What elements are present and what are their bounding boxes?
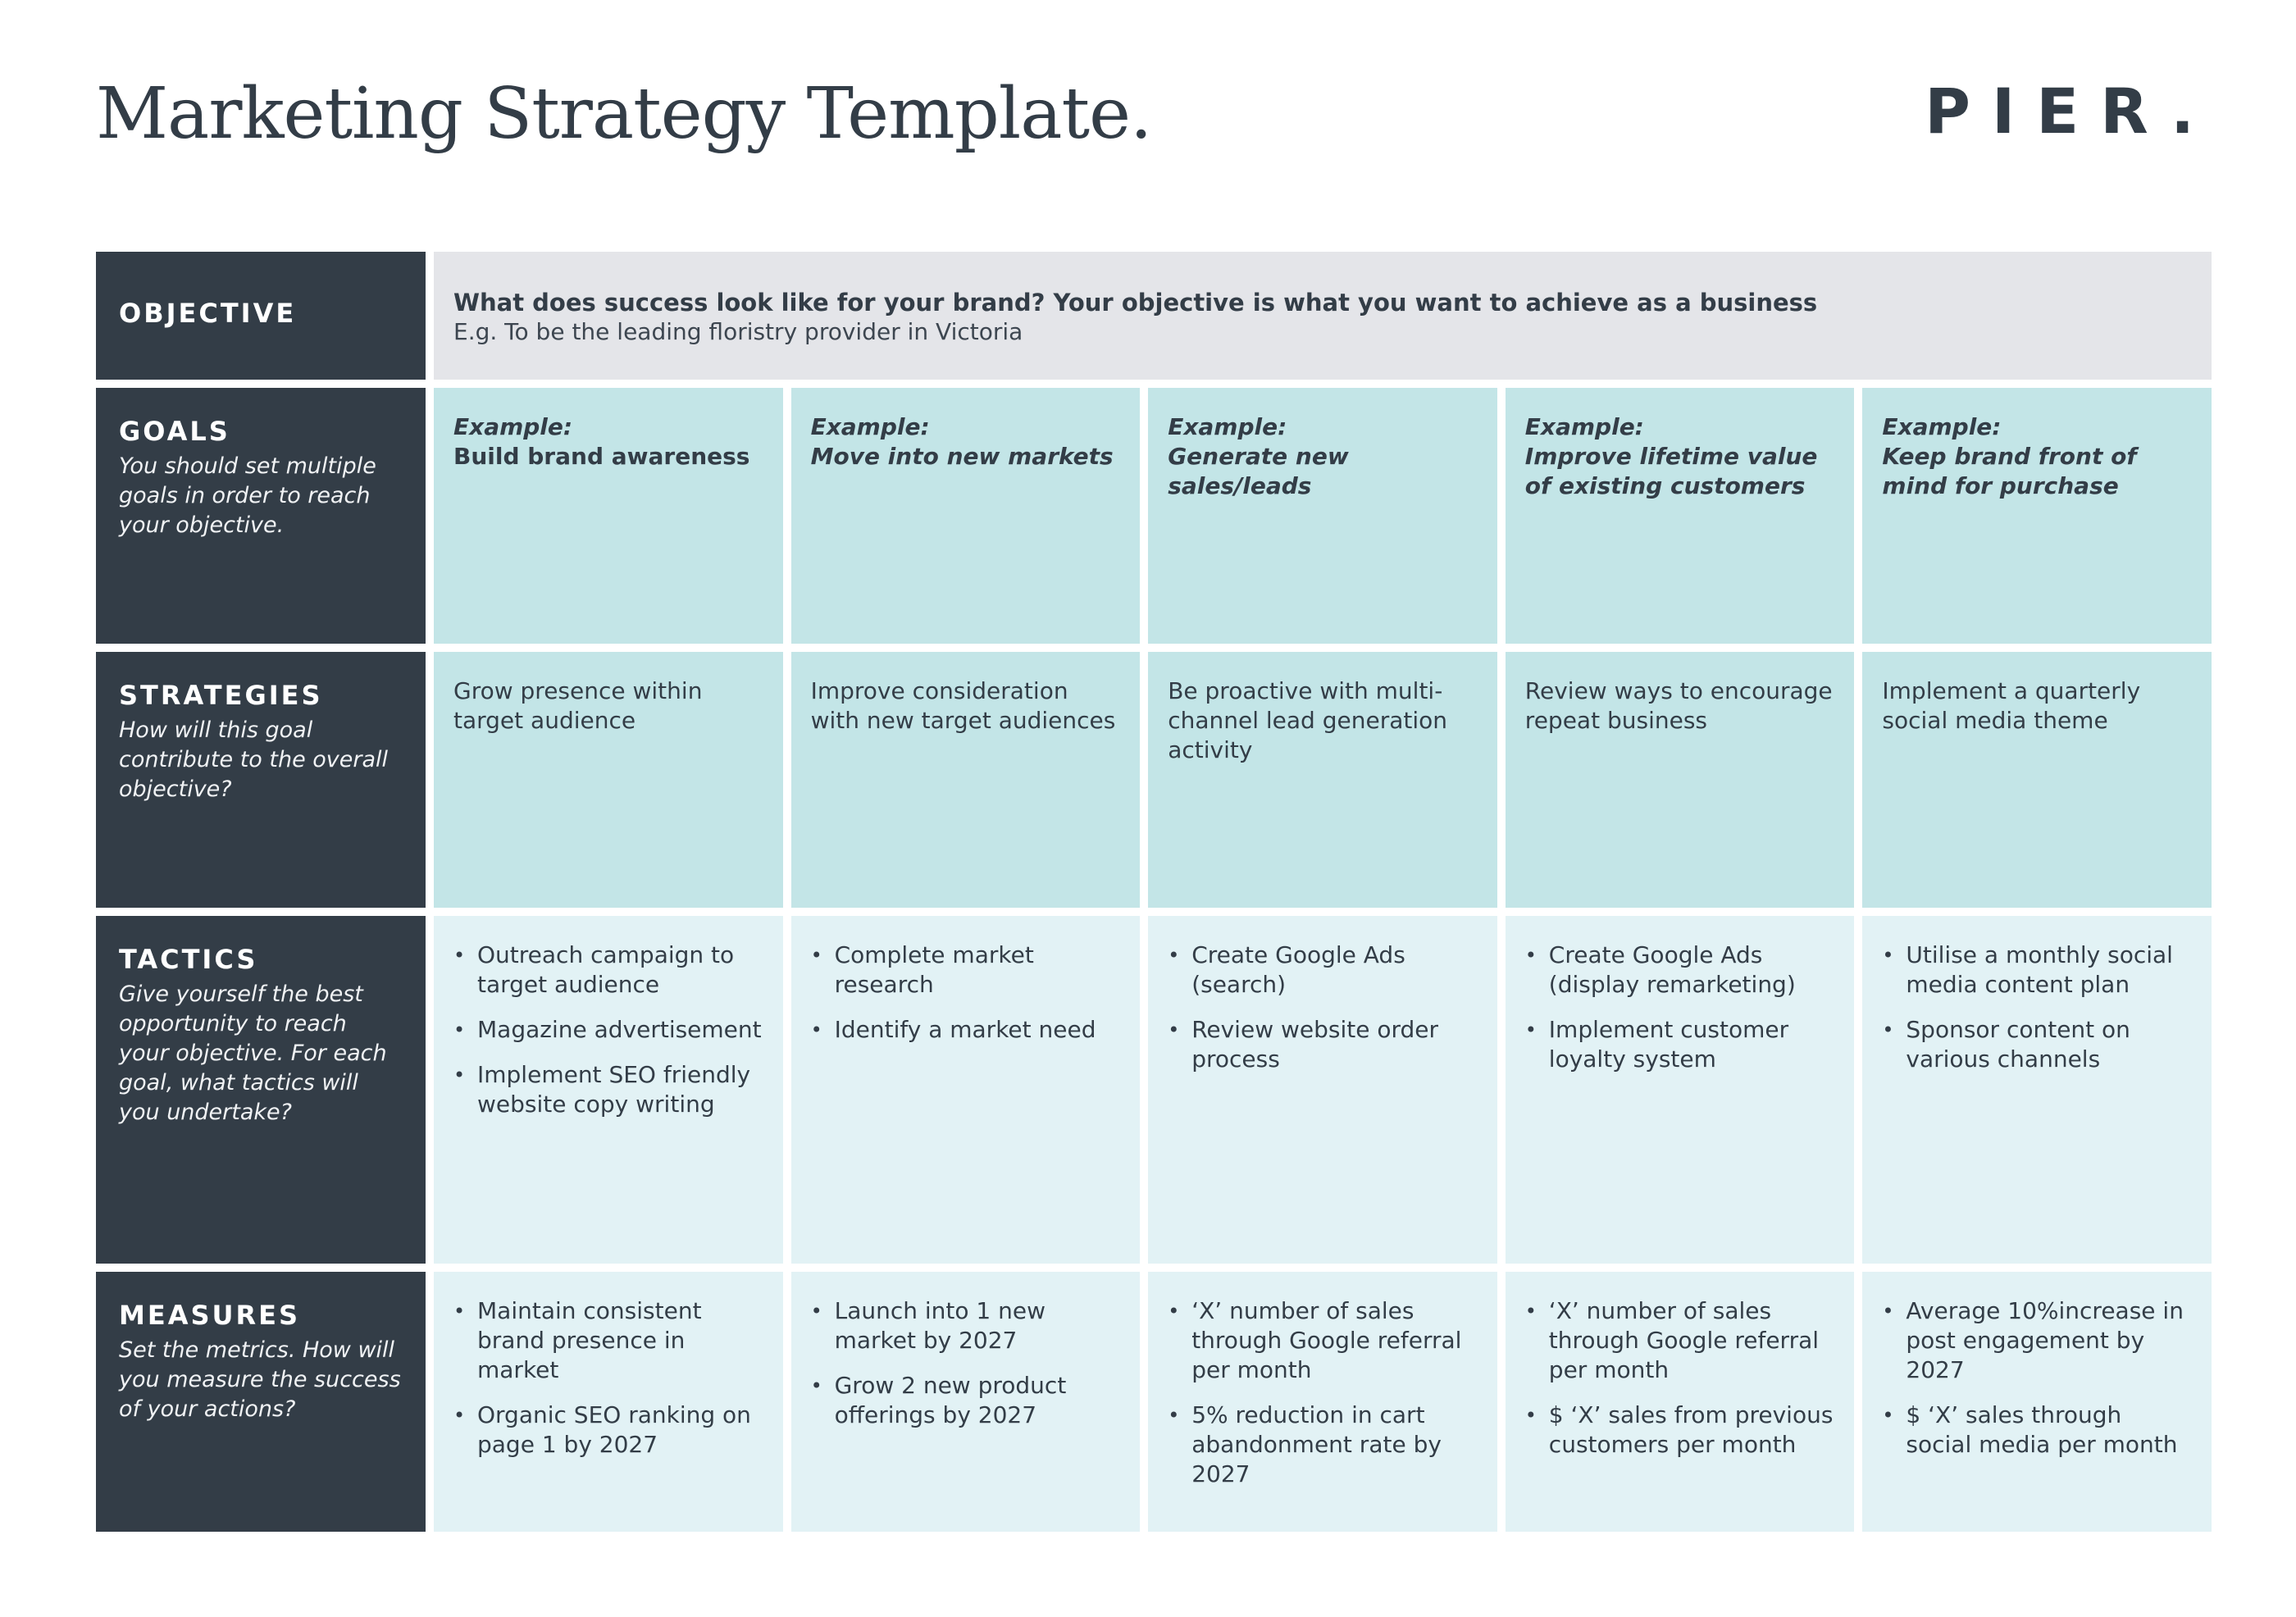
list-item: • ‘X’ number of sales through Google referral per month — [1168, 1296, 1479, 1385]
goal-cell — [1506, 388, 1855, 644]
strategy-cell: Improve consideration with new target audiences — [791, 652, 1141, 908]
tactics-subtitle: Give yourself the best opportunity to reach your objective. For each goal, what tactics will you undertake? — [119, 982, 387, 1126]
list-item: • Utilise a monthly social media content plan — [1882, 941, 2194, 1000]
list-item: • Identify a market need — [811, 1015, 1123, 1045]
objective-example: E.g. To be the leading floristry provider in Victoria — [453, 318, 1023, 345]
goal-text: Generate new sales/leads — [1168, 443, 1349, 499]
measures-cell — [1862, 1272, 2212, 1532]
list-item: • Outreach campaign to target audience — [453, 941, 765, 1000]
goals-label: GOALS — [119, 416, 230, 447]
tactics-list — [811, 941, 1123, 1045]
strategy-grid — [96, 252, 2212, 1532]
measures-label: MEASURES — [119, 1300, 301, 1331]
objective-cell — [434, 252, 2212, 380]
measures-list — [811, 1296, 1123, 1430]
strategies-subtitle: How will this goal contribute to the overall objective? — [119, 717, 389, 803]
goal-cell — [434, 388, 783, 644]
list-item: • Sponsor content on various channels — [1882, 1015, 2194, 1074]
goal-example-label: Example: — [453, 413, 573, 440]
goal-example-label: Example: — [1524, 413, 1644, 440]
goal-cell — [791, 388, 1141, 644]
tactics-cell — [434, 916, 783, 1264]
objective-question: What does success look like for your brand? Your objective is what you want to achieve as a business — [453, 289, 1818, 317]
list-item: • Complete market research — [811, 941, 1123, 1000]
list-item: • Grow 2 new product offerings by 2027 — [811, 1371, 1123, 1430]
measures-cell — [791, 1272, 1141, 1532]
tactics-cell — [791, 916, 1141, 1264]
goals-subtitle: You should set multiple goals in order to reach your objective. — [119, 453, 376, 539]
measures-list — [1525, 1296, 1837, 1460]
measures-cell — [434, 1272, 783, 1532]
strategy-cell: Grow presence within target audience — [434, 652, 783, 908]
tactics-cell — [1862, 916, 2212, 1264]
measures-cell — [1506, 1272, 1855, 1532]
list-item: • Implement customer loyalty system — [1525, 1015, 1837, 1074]
tactics-list — [1525, 941, 1837, 1074]
strategies-header — [96, 652, 426, 908]
list-item: • Implement SEO friendly website copy writing — [453, 1060, 765, 1119]
list-item: • 5% reduction in cart abandonment rate by 2027 — [1168, 1401, 1479, 1489]
goal-cell — [1862, 388, 2212, 644]
measures-list — [1882, 1296, 2194, 1460]
tactics-label: TACTICS — [119, 944, 258, 975]
measures-subtitle: Set the metrics. How will you measure the success of your actions? — [119, 1337, 401, 1423]
goal-cell — [1148, 388, 1497, 644]
tactics-cell — [1506, 916, 1855, 1264]
list-item: • Review website order process — [1168, 1015, 1479, 1074]
measures-cell — [1148, 1272, 1497, 1532]
page-title: Marketing Strategy Template. — [96, 73, 1152, 155]
tactics-list — [1168, 941, 1479, 1074]
strategy-cell: Implement a quarterly social media theme — [1862, 652, 2212, 908]
tactics-list — [453, 941, 765, 1119]
list-item: • Create Google Ads (display remarketing) — [1525, 941, 1837, 1000]
tactics-list — [1882, 941, 2194, 1074]
measures-list — [453, 1296, 765, 1460]
goal-text: Build brand awareness — [453, 443, 750, 470]
list-item: • $ ‘X’ sales through social media per month — [1882, 1401, 2194, 1460]
measures-header — [96, 1272, 426, 1532]
list-item: • Organic SEO ranking on page 1 by 2027 — [453, 1401, 765, 1460]
list-item: • $ ‘X’ sales from previous customers per month — [1525, 1401, 1837, 1460]
list-item: • Create Google Ads (search) — [1168, 941, 1479, 1000]
list-item: • ‘X’ number of sales through Google referral per month — [1525, 1296, 1837, 1385]
list-item: • Average 10%increase in post engagement by 2027 — [1882, 1296, 2194, 1385]
goal-example-label: Example: — [1168, 413, 1287, 440]
tactics-header — [96, 916, 426, 1264]
brand-logo: PIER. — [1925, 75, 2216, 148]
goal-example-label: Example: — [810, 413, 930, 440]
goal-text: Improve lifetime value of existing customers — [1524, 443, 1818, 499]
strategies-label: STRATEGIES — [119, 680, 323, 711]
measures-list — [1168, 1296, 1479, 1489]
goal-text: Move into new markets — [810, 443, 1114, 470]
objective-header — [96, 252, 426, 380]
list-item: • Maintain consistent brand presence in market — [453, 1296, 765, 1385]
list-item: • Launch into 1 new market by 2027 — [811, 1296, 1123, 1355]
tactics-cell — [1148, 916, 1497, 1264]
strategy-cell: Be proactive with multi-channel lead generation activity — [1148, 652, 1497, 908]
goals-header — [96, 388, 426, 644]
goal-example-label: Example: — [1882, 413, 2002, 440]
goal-text: Keep brand front of mind for purchase — [1882, 443, 2137, 499]
list-item: • Magazine advertisement — [453, 1015, 765, 1045]
strategy-cell: Review ways to encourage repeat business — [1506, 652, 1855, 908]
objective-label: OBJECTIVE — [119, 297, 297, 329]
